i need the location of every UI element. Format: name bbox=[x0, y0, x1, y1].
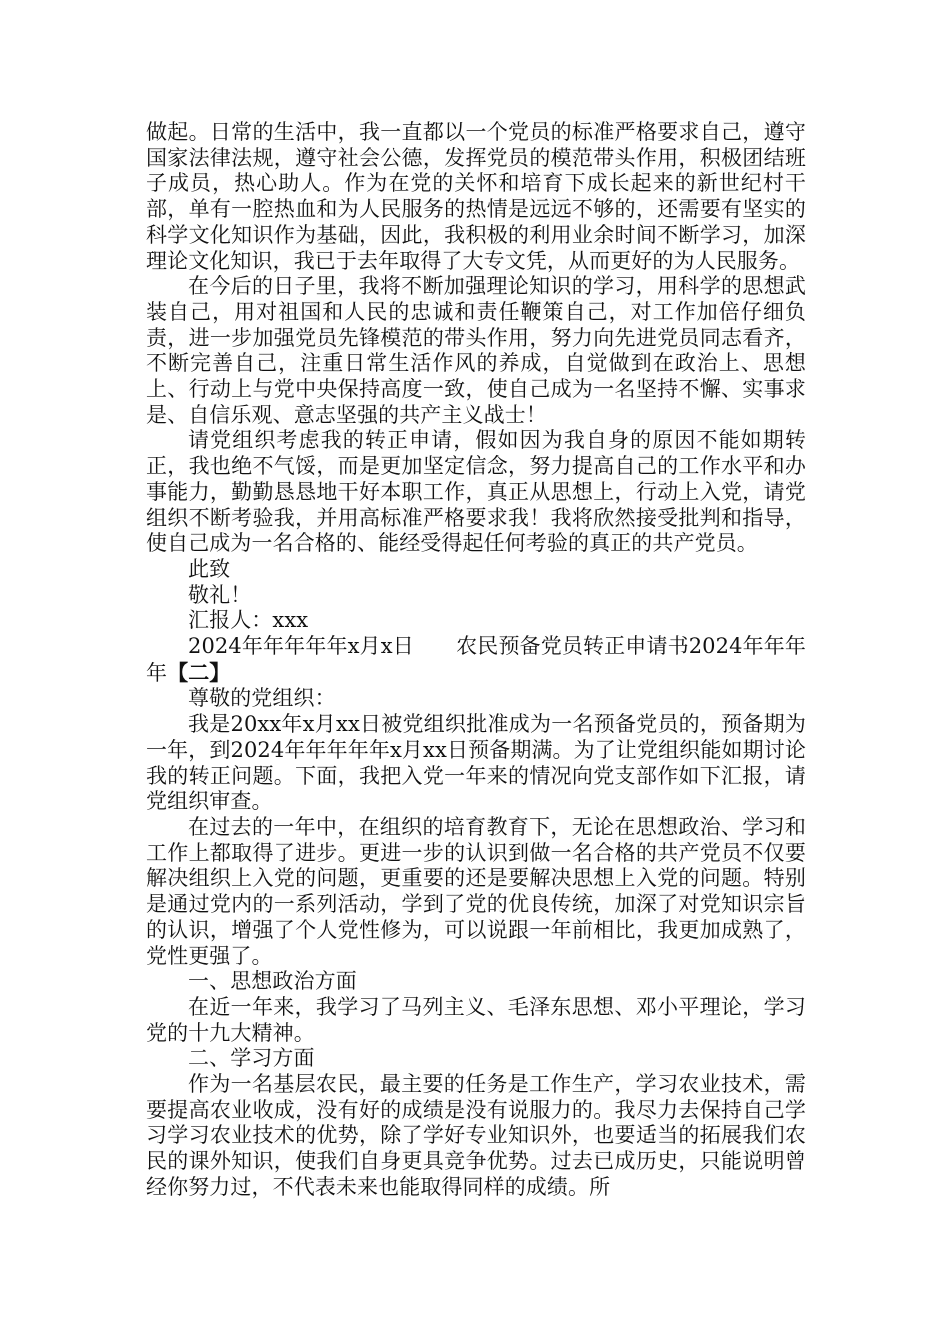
paragraph: 我是20xx年x月xx日被党组织批准成为一名预备党员的，预备期为一年，到2024年年年年年x月xx日预备期满。为了让党组织能如期讨论我的转正问题。下面，我把入党一年来的情况向党支部作如下汇报，请党组织审查。 bbox=[146, 712, 806, 814]
paragraph: 在今后的日子里，我将不断加强理论知识的学习，用科学的思想武装自己，用对祖国和人民的忠诚和责任鞭策自己，对工作加倍仔细负责，进一步加强党员先锋模范的带头作用，努力向先进党员同志看齐，不断完善自己，注重日常生活作风的养成，自觉做到在政治上、思想上、行动上与党中央保持高度一致，使自己成为一名坚持不懈、实事求是、自信乐观、意志坚强的共产主义战士！ bbox=[146, 274, 806, 427]
greeting: 尊敬的党组织： bbox=[188, 686, 336, 711]
closing-salutation: 此致 bbox=[188, 556, 231, 581]
section-heading: 二、学习方面 bbox=[188, 1046, 315, 1071]
date-title-line bbox=[146, 634, 806, 686]
paragraph: 请党组织考虑我的转正申请，假如因为我自身的原因不能如期转正，我也绝不气馁，而是更加坚定信念，努力提高自己的工作水平和办事能力，勤勤恳恳地干好本职工作，真正从思想上，行动上入党，请党组织不断考验我，并用高标准严格要求我！我将欣然接受批判和指导，使自己成为一名合格的、能经受得起任何考验的真正的共产党员。 bbox=[146, 428, 806, 556]
section-mark: 【二】 bbox=[167, 659, 231, 685]
paragraph: 做起。日常的生活中，我一直都以一个党员的标准严格要求自己，遵守国家法律法规，遵守社会公德，发挥党员的模范带头作用，积极团结班子成员，热心助人。作为在党的关怀和培育下成长起来的新世纪村干部，单有一腔热血和为人民服务的热情是远远不够的，还需要有坚实的科学文化知识作为基础，因此，我积极的利用业余时间不断学习，加深理论文化知识，我已于去年取得了大专文凭，从而更好的为人民服务。 bbox=[146, 120, 806, 273]
paragraph: 作为一名基层农民，最主要的任务是工作生产，学习农业技术，需要提高农业收成，没有好的成绩是没有说服力的。我尽力去保持自己学习学习农业技术的优势，除了学好专业知识外，也要适当的拓展我们农民的课外知识，使我们自身更具竞争优势。过去已成历史，只能说明曾经你努力过，不代表未来也能取得同样的成绩。所 bbox=[146, 1072, 806, 1199]
section-heading: 一、思想政治方面 bbox=[188, 969, 357, 994]
report-date: 2024年年年年年x月x日 bbox=[188, 634, 414, 659]
paragraph: 在近一年来，我学习了马列主义、毛泽东思想、邓小平理论，学习党的十九大精神。 bbox=[146, 994, 806, 1045]
closing-regards: 敬礼！ bbox=[188, 582, 252, 607]
paragraph: 在过去的一年中，在组织的培育教育下，无论在思想政治、学习和工作上都取得了进步。更进一步的认识到做一名合格的共产党员不仅要解决组织上入党的问题，更重要的还是要解决思想上入党的问题。特别是通过党内的一系列活动，学到了党的优良传统，加深了对党知识宗旨的认识，增强了个人党性修为，可以说跟一年前相比，我更加成熟了，党性更强了。 bbox=[146, 814, 806, 968]
document-body bbox=[146, 120, 806, 1201]
spacer bbox=[414, 634, 456, 658]
reporter-line: 汇报人：xxx bbox=[188, 608, 309, 633]
section-title: 农民预备党员转正申请书2024年年年年 bbox=[146, 634, 806, 685]
